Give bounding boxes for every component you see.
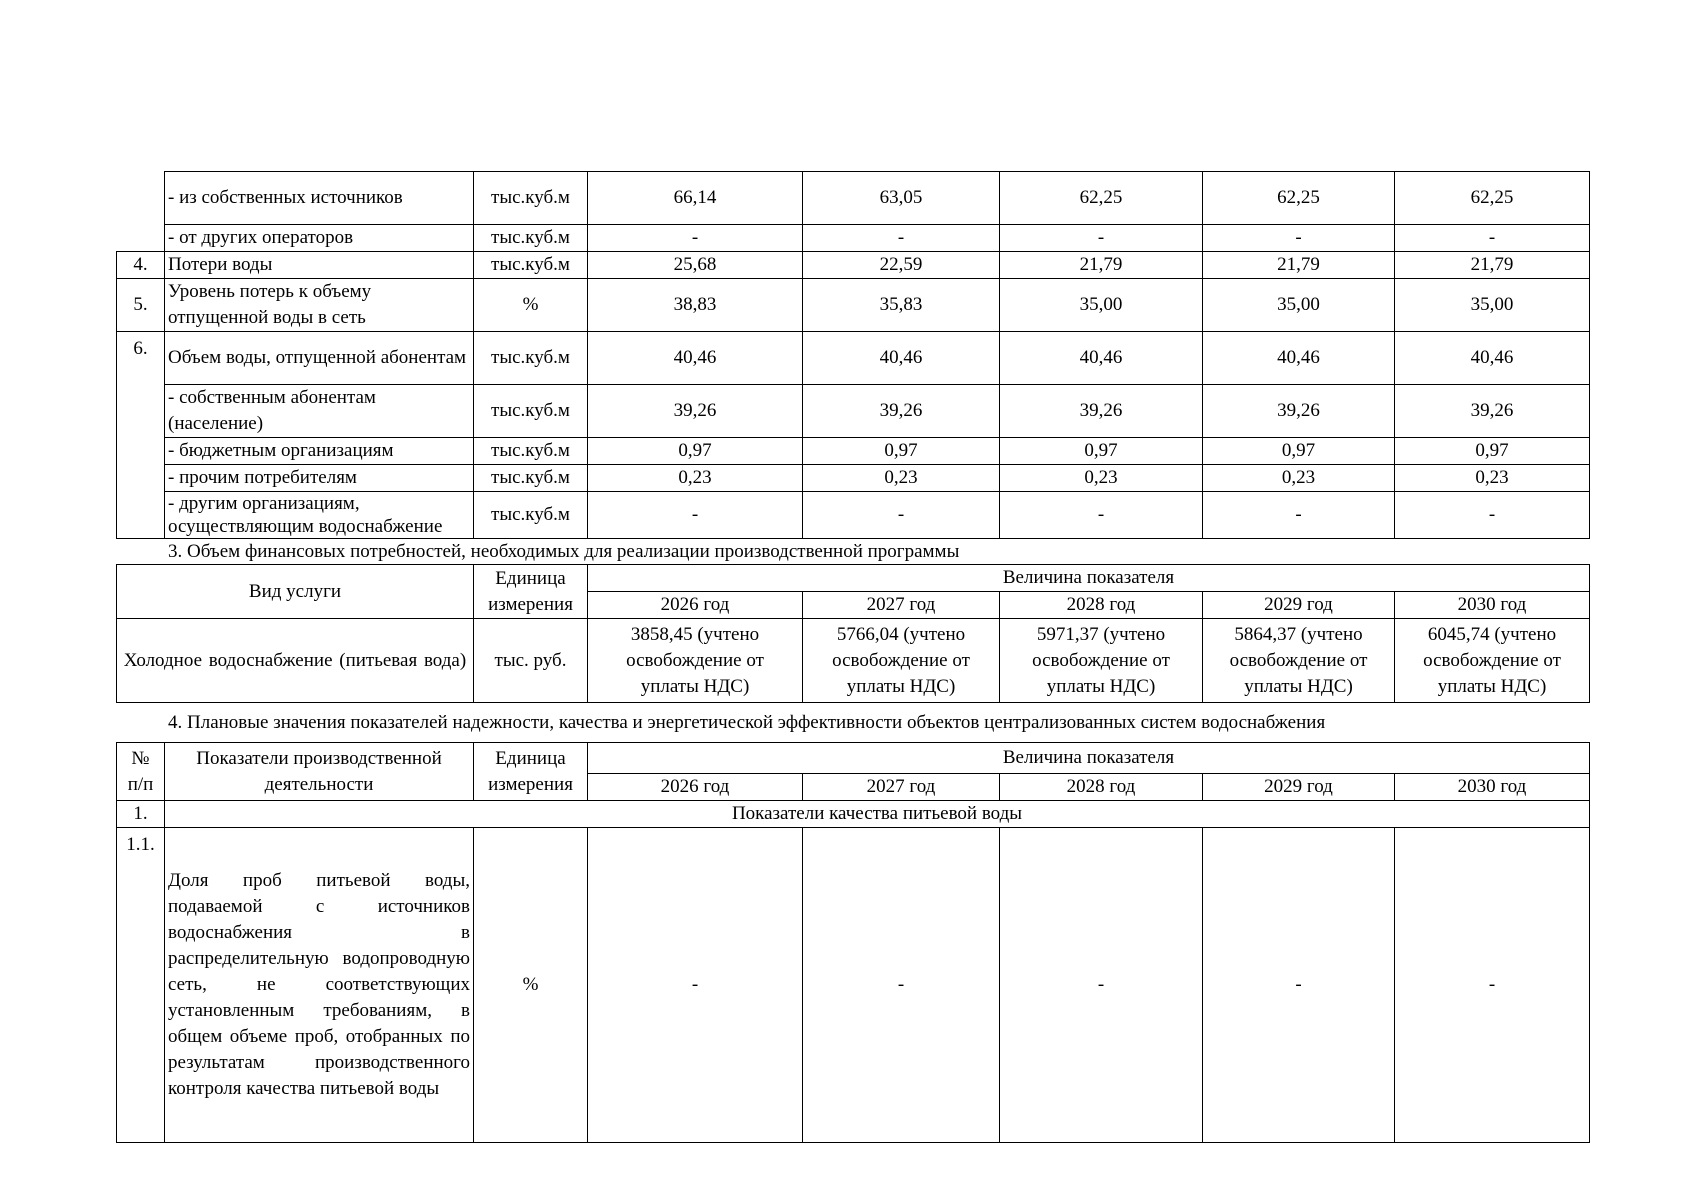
value-2028: 39,26 (1000, 385, 1203, 438)
table-row (117, 438, 1590, 465)
value-2026: 25,68 (588, 252, 803, 279)
year-2030-header: 2030 год (1395, 774, 1590, 801)
value-2030: 40,46 (1395, 332, 1590, 385)
value-2027: 0,97 (803, 438, 1000, 465)
value-2029: - (1203, 225, 1395, 252)
year-2028-header: 2028 год (1000, 774, 1203, 801)
col-value-header: Величина показателя (588, 743, 1590, 774)
table-row (117, 385, 1590, 438)
cost-2026: 3858,45 (учтено освобождение от уплаты НДС) (588, 619, 803, 703)
group-label: Показатели качества питьевой воды (165, 801, 1590, 828)
value-2028: - (1000, 828, 1203, 1143)
value-2027: 40,46 (803, 332, 1000, 385)
value-2026: - (588, 225, 803, 252)
row-label: - прочим потребителям (165, 465, 474, 492)
col-num-header: № п/п (117, 743, 165, 801)
col-unit-header: Единица измерения (474, 743, 588, 801)
row-number: 4. (117, 252, 165, 279)
cost-2029: 5864,37 (учтено освобождение от уплаты НДС) (1203, 619, 1395, 703)
value-2029: 40,46 (1203, 332, 1395, 385)
value-2028: 0,23 (1000, 465, 1203, 492)
section-3-heading: 3. Объем финансовых потребностей, необходимых для реализации производственной программы (168, 541, 960, 562)
value-2030: 35,00 (1395, 279, 1590, 332)
value-2027: - (803, 828, 1000, 1143)
row-label: - бюджетным организациям (165, 438, 474, 465)
value-2027: - (803, 225, 1000, 252)
cost-2027: 5766,04 (учтено освобождение от уплаты НДС) (803, 619, 1000, 703)
year-2029-header: 2029 год (1203, 592, 1395, 619)
value-2030: 0,97 (1395, 438, 1590, 465)
table-row (117, 225, 1590, 252)
value-2028: - (1000, 225, 1203, 252)
value-2030: 39,26 (1395, 385, 1590, 438)
col-unit-header: Единица измерения (474, 565, 588, 619)
value-2027: 39,26 (803, 385, 1000, 438)
service-name: Холодное водоснабжение (питьевая вода) (117, 619, 474, 703)
col-value-header: Величина показателя (588, 565, 1590, 592)
value-2029: 62,25 (1203, 172, 1395, 225)
row-label: Доля проб питьевой воды, подаваемой с источников водоснабжения в распределительную водопроводную сеть, не соответствующих установленным требованиям, в общем объеме проб, отобранных по результатам производственного контроля качества питьевой воды (165, 828, 474, 1143)
row-label: - из собственных источников (165, 172, 474, 225)
table-group-row (117, 801, 1590, 828)
row-unit: тыс.куб.м (474, 465, 588, 492)
value-2027: 35,83 (803, 279, 1000, 332)
value-2027: 22,59 (803, 252, 1000, 279)
year-2026-header: 2026 год (588, 774, 803, 801)
table-row (117, 172, 1590, 225)
row-label: - собственным абонентам (население) (165, 385, 474, 438)
row-label: - другим организациям, осуществляющим водоснабжение (165, 492, 474, 539)
year-2030-header: 2030 год (1395, 592, 1590, 619)
value-2026: 40,46 (588, 332, 803, 385)
value-2028: - (1000, 492, 1203, 539)
row-unit: тыс.куб.м (474, 385, 588, 438)
value-2030: - (1395, 828, 1590, 1143)
row-label: Объем воды, отпущенной абонентам (165, 332, 474, 385)
value-2026: 39,26 (588, 385, 803, 438)
table-row (117, 279, 1590, 332)
row-unit: % (474, 828, 588, 1143)
year-2026-header: 2026 год (588, 592, 803, 619)
value-2027: - (803, 492, 1000, 539)
value-2029: 21,79 (1203, 252, 1395, 279)
value-2026: 0,23 (588, 465, 803, 492)
row-number: 5. (117, 279, 165, 332)
quality-indicators-table (116, 742, 1590, 1143)
value-2030: 62,25 (1395, 172, 1590, 225)
value-2026: - (588, 492, 803, 539)
value-2029: 39,26 (1203, 385, 1395, 438)
water-volume-table (116, 171, 1590, 539)
section-4-heading: 4. Плановые значения показателей надежности, качества и энергетической эффективности объектов централизованных систем водоснабжения (168, 712, 1326, 733)
table-row (117, 332, 1590, 385)
row-label: Уровень потерь к объему отпущенной воды в сеть (165, 279, 474, 332)
row-unit: % (474, 279, 588, 332)
year-2027-header: 2027 год (803, 592, 1000, 619)
table-row (117, 465, 1590, 492)
service-unit: тыс. руб. (474, 619, 588, 703)
value-2030: 0,23 (1395, 465, 1590, 492)
value-2029: 0,23 (1203, 465, 1395, 492)
value-2030: - (1395, 492, 1590, 539)
value-2028: 62,25 (1000, 172, 1203, 225)
value-2028: 40,46 (1000, 332, 1203, 385)
table-header-row (117, 743, 1590, 774)
value-2029: - (1203, 828, 1395, 1143)
row-number: 6. (117, 332, 165, 539)
value-2026: - (588, 828, 803, 1143)
value-2029: 35,00 (1203, 279, 1395, 332)
year-2029-header: 2029 год (1203, 774, 1395, 801)
row-unit: тыс.куб.м (474, 252, 588, 279)
value-2027: 0,23 (803, 465, 1000, 492)
row-unit: тыс.куб.м (474, 332, 588, 385)
col-indicator-header: Показатели производственной деятельности (165, 743, 474, 801)
value-2030: - (1395, 225, 1590, 252)
table-row (117, 619, 1590, 703)
value-2028: 35,00 (1000, 279, 1203, 332)
value-2030: 21,79 (1395, 252, 1590, 279)
table-row (117, 492, 1590, 539)
col-service-header: Вид услуги (117, 565, 474, 619)
table-header-row (117, 565, 1590, 592)
year-2027-header: 2027 год (803, 774, 1000, 801)
table-row (117, 828, 1590, 1143)
row-unit: тыс.куб.м (474, 225, 588, 252)
value-2026: 66,14 (588, 172, 803, 225)
value-2027: 63,05 (803, 172, 1000, 225)
value-2029: 0,97 (1203, 438, 1395, 465)
row-label: Потери воды (165, 252, 474, 279)
row-number (117, 172, 165, 252)
value-2026: 38,83 (588, 279, 803, 332)
cost-2030: 6045,74 (учтено освобождение от уплаты НДС) (1395, 619, 1590, 703)
value-2026: 0,97 (588, 438, 803, 465)
cost-2028: 5971,37 (учтено освобождение от уплаты НДС) (1000, 619, 1203, 703)
row-unit: тыс.куб.м (474, 492, 588, 539)
row-label: - от других операторов (165, 225, 474, 252)
value-2029: - (1203, 492, 1395, 539)
financial-needs-table (116, 564, 1590, 703)
year-2028-header: 2028 год (1000, 592, 1203, 619)
table-row (117, 252, 1590, 279)
row-unit: тыс.куб.м (474, 438, 588, 465)
group-number: 1. (117, 801, 165, 828)
value-2028: 21,79 (1000, 252, 1203, 279)
value-2028: 0,97 (1000, 438, 1203, 465)
row-unit: тыс.куб.м (474, 172, 588, 225)
row-number: 1.1. (117, 828, 165, 1143)
